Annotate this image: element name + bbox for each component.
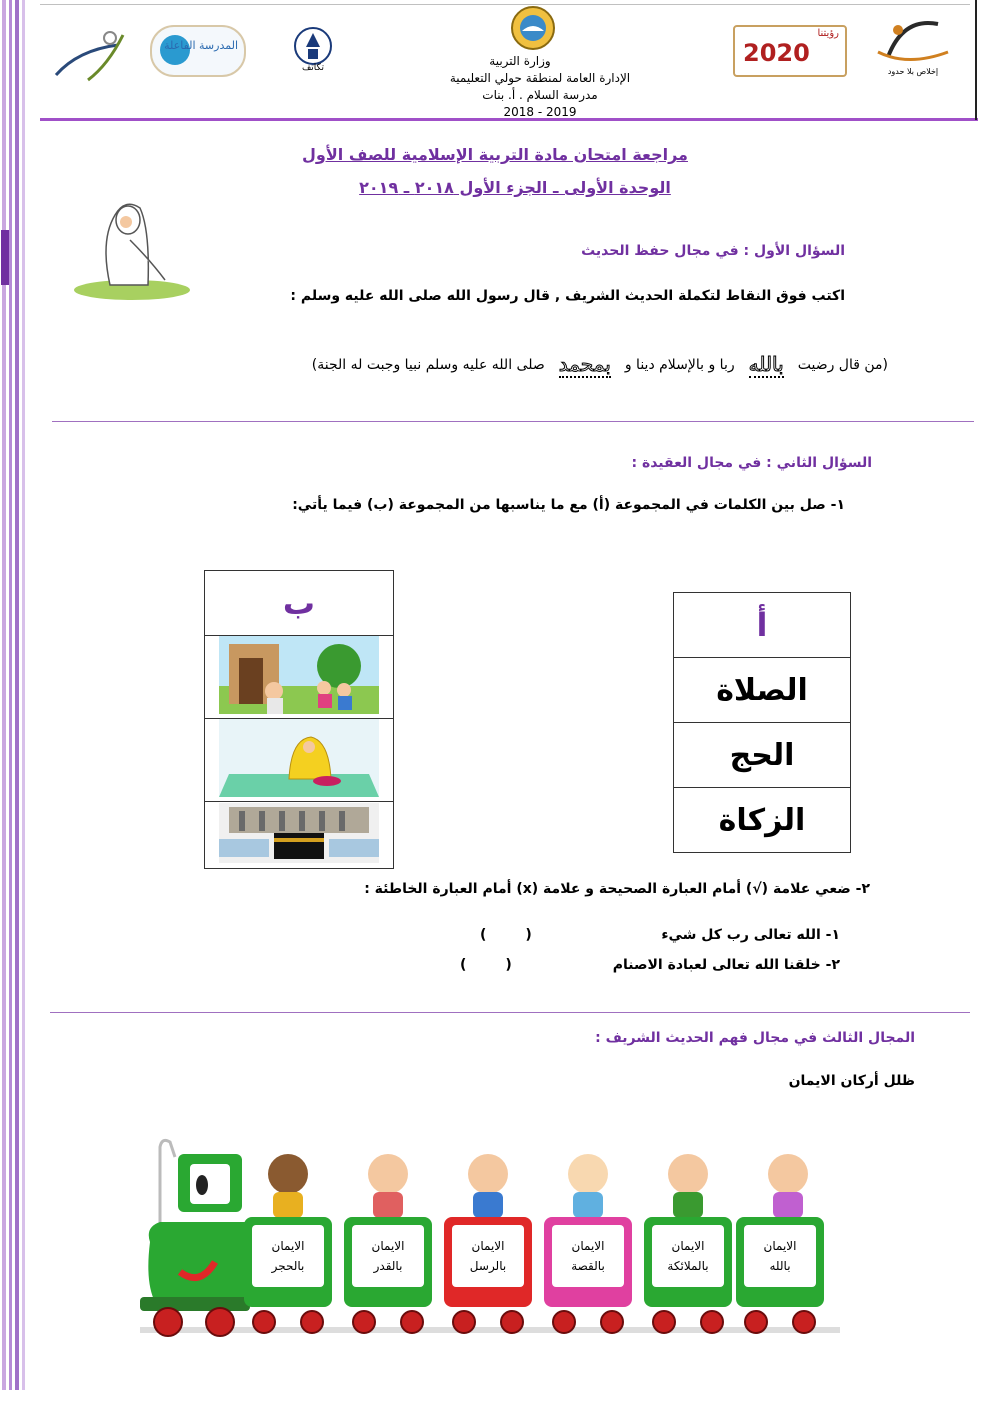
page-border-decoration — [0, 0, 40, 1403]
effective-school-logo — [150, 25, 246, 77]
q1-instruction: اكتب فوق النقاط لتكملة الحديث الشريف , قال رسول الله صلى الله عليه وسلم : — [290, 288, 845, 304]
hadith-part-2: ربا و بالإسلام دينا و — [624, 357, 735, 373]
statement-text: ٢- خلقنا الله تعالى لعبادة الاصنام — [612, 957, 840, 973]
train-car-angels[interactable] — [644, 1217, 732, 1303]
car-label-line2: بالقدر — [373, 1259, 403, 1273]
vision-2020-logo — [733, 25, 847, 77]
group-a-item[interactable]: الصلاة — [674, 658, 851, 723]
school-name: مدرسة السلام . أ. بنات — [482, 88, 598, 102]
swirl-logo — [48, 20, 128, 90]
islamic-dept-caption: إخلاص بلا حدود — [887, 67, 939, 76]
train-car-allah[interactable] — [736, 1217, 824, 1303]
takatuf-label: تكاتف — [301, 63, 325, 73]
praying-girl-illustration — [70, 190, 190, 305]
section-divider-2 — [50, 1012, 970, 1013]
train-car-stone[interactable] — [244, 1217, 332, 1303]
car-label-line2: بالله — [769, 1259, 791, 1273]
dotted-word-billah[interactable]: بالله — [748, 352, 784, 376]
kuwait-emblem — [510, 5, 556, 53]
group-b-table — [204, 570, 394, 869]
car-label-line1: الايمان — [571, 1239, 605, 1253]
hadith-part-1: (من قال رضيت — [797, 357, 888, 373]
car-label-line2: بالرسل — [469, 1259, 507, 1273]
q3-instruction: ظلل أركان الايمان — [788, 1073, 915, 1089]
car-label-line2: بالحجر — [271, 1259, 305, 1273]
effective-school-label: المدرسة الفاعلة — [164, 39, 238, 52]
top-border — [40, 4, 970, 5]
car-label-line2: بالملائكة — [667, 1259, 709, 1273]
vision-year: 2020 — [743, 39, 810, 67]
group-b-row[interactable] — [205, 636, 394, 719]
q1-heading: السؤال الأول : في مجال حفظ الحديث — [581, 243, 845, 259]
car-label-line2: بالقصة — [571, 1259, 605, 1273]
hadith-line — [105, 352, 888, 378]
statement-text: ١- الله تعالى رب كل شيء — [661, 927, 840, 943]
section-divider-1 — [52, 421, 974, 422]
answer-blank[interactable]: ( ) — [480, 927, 532, 943]
q2-heading: السؤال الثاني : في مجال العقيدة : — [631, 455, 872, 471]
train-car-destiny[interactable] — [344, 1217, 432, 1303]
q2-sub1: ١- صل بين الكلمات في المجموعة (أ) مع ما يناسبها من المجموعة (ب) فيما يأتي: — [292, 497, 845, 513]
train-car-story[interactable] — [544, 1217, 632, 1303]
prayer-icon — [219, 719, 379, 797]
car-label-line1: الايمان — [671, 1239, 705, 1253]
page-subtitle: الوحدة الأولى ـ الجزء الأول ٢٠١٨ ـ ٢٠١٩ — [359, 178, 671, 197]
group-a-header: أ — [674, 593, 851, 658]
car-label-line1: الايمان — [471, 1239, 505, 1253]
q2-sub2: ٢- ضعي علامة (√) أمام العبارة الصحيحة و علامة (x) أمام العبارة الخاطئة : — [364, 881, 870, 897]
group-a-item[interactable]: الزكاة — [674, 788, 851, 853]
hadith-part-3: صلى الله عليه وسلم نبيا وجبت له الجنة) — [311, 357, 545, 373]
page-title: مراجعة امتحان مادة التربية الإسلامية للصف الأول — [302, 145, 688, 164]
statement-row — [460, 957, 840, 973]
car-label-line1: الايمان — [371, 1239, 405, 1253]
car-label-line1: الايمان — [763, 1239, 797, 1253]
zakat-icon — [219, 636, 379, 714]
group-a-table — [673, 592, 851, 853]
statement-row — [480, 927, 840, 943]
group-b-row[interactable] — [205, 802, 394, 869]
takatuf-logo — [290, 25, 336, 75]
train-car-messengers[interactable] — [444, 1217, 532, 1303]
answer-blank[interactable]: ( ) — [460, 957, 512, 973]
dotted-word-muhammad[interactable]: بمحمد — [558, 352, 611, 376]
group-b-row[interactable] — [205, 719, 394, 802]
islamic-dept-logo — [868, 12, 958, 80]
q3-heading: المجال الثالث في مجال فهم الحديث الشريف : — [595, 1030, 915, 1046]
school-year: 2018 - 2019 — [503, 105, 577, 119]
group-b-header: ب — [205, 571, 394, 636]
ministry-name: وزارة التربية — [489, 54, 551, 68]
right-border — [975, 0, 977, 120]
vision-caption: رؤيتنا — [817, 28, 839, 39]
group-a-item[interactable]: الحج — [674, 723, 851, 788]
car-label-line1: الايمان — [271, 1239, 305, 1253]
directorate-name: الإدارة العامة لمنطقة حولي التعليمية — [449, 71, 631, 85]
kaaba-icon — [219, 803, 379, 863]
pillars-train — [140, 1132, 840, 1342]
